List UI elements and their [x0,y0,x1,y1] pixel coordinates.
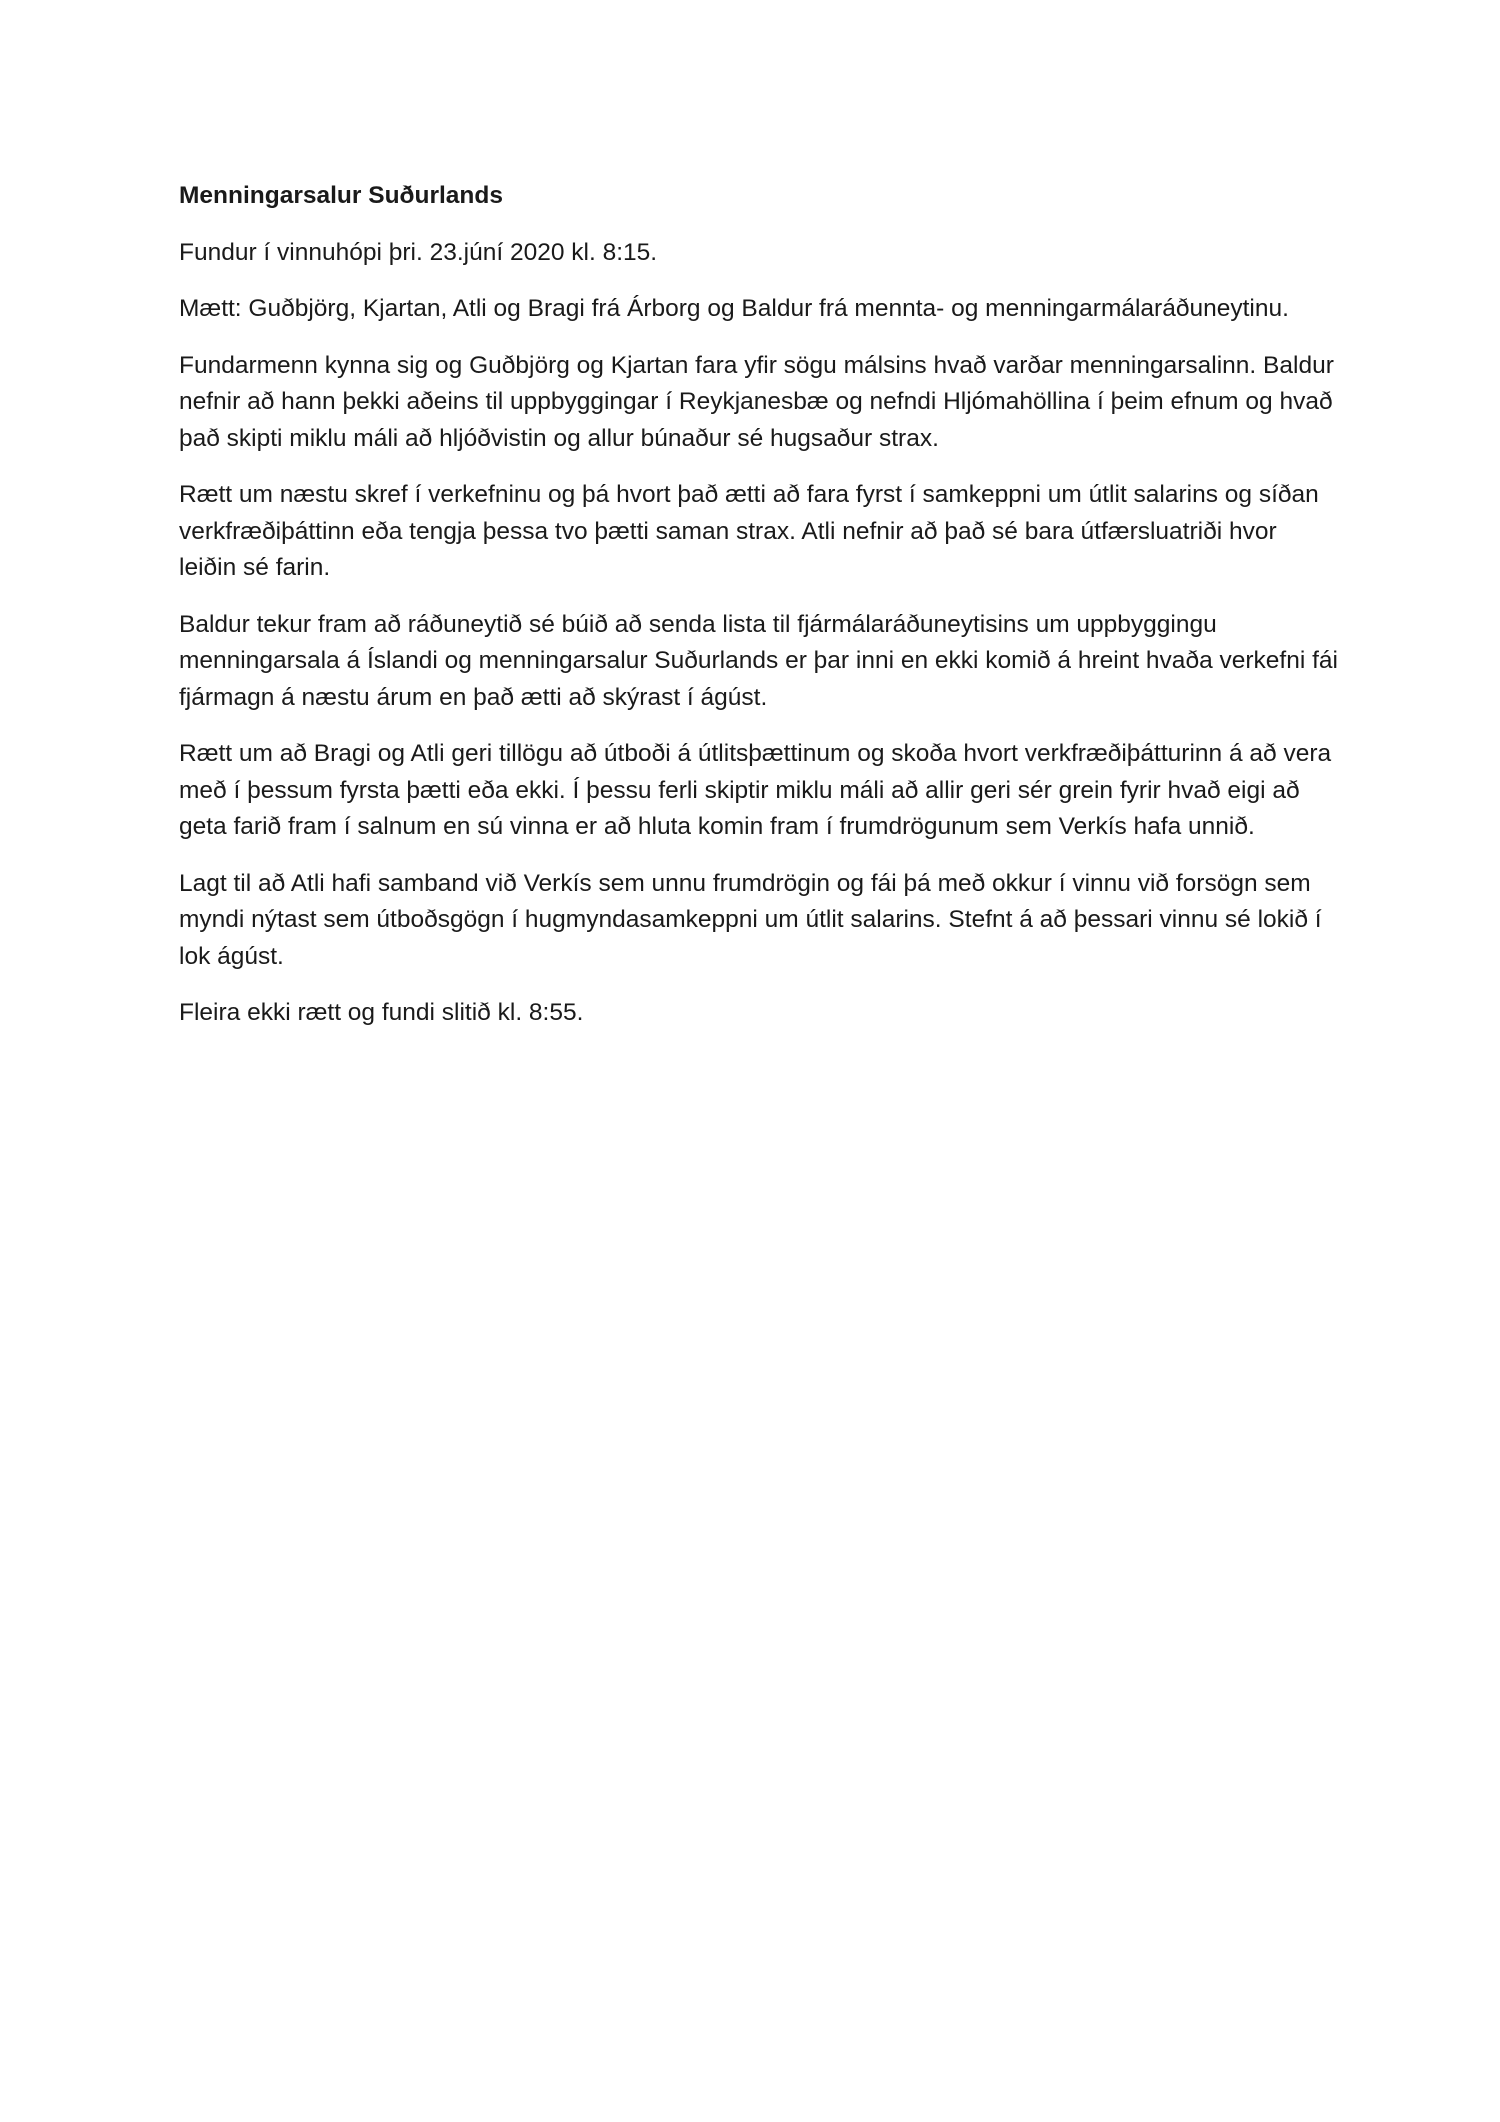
document-title: Menningarsalur Suðurlands [179,182,503,209]
paragraph: Fundarmenn kynna sig og Guðbjörg og Kjartan fara yfir sögu málsins hvað varðar menningarsalinn. Baldur nefnir að hann þekki aðeins til uppbyggingar í Reykjanesbæ og nefndi Hljómahöllina í þeim efnum og hvað það skipti miklu máli að hljóðvistin og allur búnaður sé hugsaður strax. [179,351,1334,452]
attendees-paragraph: Mætt: Guðbjörg, Kjartan, Atli og Bragi frá Árborg og Baldur frá mennta- og menningarmálaráðuneytinu. [179,295,1289,322]
closing-line: Fleira ekki rætt og fundi slitið kl. 8:55. [179,999,584,1026]
paragraph: Rætt um að Bragi og Atli geri tillögu að útboði á útlitsþættinum og skoða hvort verkfræðiþátturinn á að vera með í þessum fyrsta þætti eða ekki. Í þessu ferli skiptir miklu máli að allir geri sér grein fyrir hvað eigi að geta farið fram í salnum en sú vinna er að hluta komin fram í frumdrögunum sem Verkís hafa unnið. [179,740,1332,840]
paragraph: Lagt til að Atli hafi samband við Verkís sem unnu frumdrögin og fái þá með okkur í vinnu við forsögn sem myndi nýtast sem útboðsgögn í hugmyndasamkeppni um útlit salarins. Stefnt á að þessari vinnu sé lokið í lok ágúst. [179,869,1322,970]
meeting-line: Fundur í vinnuhópi þri. 23.júní 2020 kl. 8:15. [179,238,658,266]
paragraph: Baldur tekur fram að ráðuneytið sé búið að senda lista til fjármálaráðuneytisins um uppbyggingu menningarsala á Íslandi og menningarsalur Suðurlands er þar inni en ekki komið á hreint hvaða verkefni fái fjármagn á næstu árum en það ætti að skýrast í ágúst. [179,610,1338,711]
document-body [179,178,1339,1052]
paragraph: Rætt um næstu skref í verkefninu og þá hvort það ætti að fara fyrst í samkeppni um útlit salarins og síðan verkfræðiþáttinn eða tengja þessa tvo þætti saman strax. Atli nefnir að það sé bara útfærsluatriði hvor leiðin sé farin. [179,481,1319,581]
